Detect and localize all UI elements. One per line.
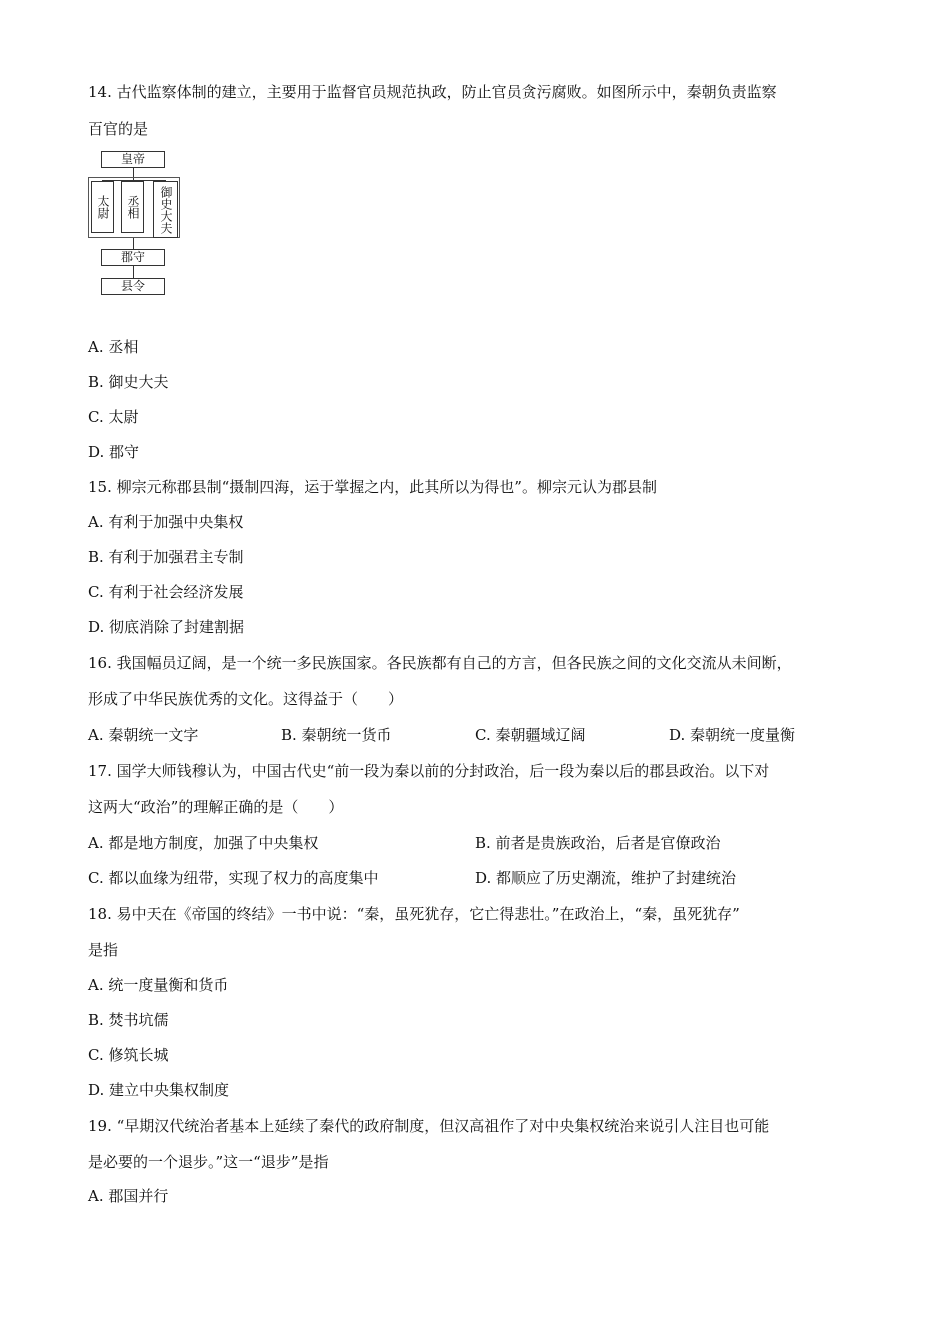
yushidafu-box	[153, 181, 178, 238]
q18-option-a: A. 统一度量衡和货币	[88, 976, 229, 994]
q18-option-b: B. 焚书坑儒	[88, 1011, 169, 1029]
taiwei-box	[91, 181, 114, 233]
emperor-label: 皇帝	[120, 152, 145, 166]
q14-stem-line2: 百官的是	[88, 120, 149, 138]
q16-option-c: C. 秦朝疆域辽阔	[475, 726, 586, 744]
connector-line	[133, 237, 134, 249]
q15-option-a: A. 有利于加强中央集权	[88, 513, 244, 531]
connector-line	[133, 265, 134, 278]
q17-stem-line1: 17. 国学大师钱穆认为，中国古代史“前一段为秦以前的分封政治，后一段为秦以后的郡县政治。以下对	[88, 762, 770, 780]
xianling-label: 县令	[120, 279, 145, 293]
xianling-box	[101, 278, 165, 295]
q16-option-d: D. 秦朝统一度量衡	[669, 726, 796, 744]
q15-stem-line1: 15. 柳宗元称郡县制“摄制四海，运于掌握之内，此其所以为得也”。柳宗元认为郡县制	[88, 478, 657, 496]
q19-stem-line1: 19. “早期汉代统治者基本上延续了秦代的政府制度，但汉高祖作了对中央集权统治来说引人注目也可能	[88, 1117, 770, 1135]
q19-option-a: A. 郡国并行	[88, 1187, 169, 1205]
junshou-label: 郡守	[120, 250, 145, 264]
q18-stem-line1: 18. 易中天在《帝国的终结》一书中说：“秦，虽死犹存，它亡得悲壮。”在政治上，“秦，虽死犹存”	[88, 905, 740, 923]
q17-option-b: B. 前者是贵族政治，后者是官僚政治	[475, 834, 721, 852]
q16-option-a: A. 秦朝统一文字	[88, 726, 199, 744]
q14-stem-line1: 14. 古代监察体制的建立，主要用于监督官员规范执政，防止官员贪污腐败。如图所示中，秦朝负责监察	[88, 83, 777, 101]
yushidafu-label: 御史大夫	[159, 185, 173, 234]
q14-option-b: B. 御史大夫	[88, 373, 169, 391]
q15-option-c: C. 有利于社会经济发展	[88, 583, 244, 601]
emperor-box	[101, 151, 165, 168]
junshou-box	[101, 249, 165, 266]
q19-stem-line2: 是必要的一个退步。”这一“退步”是指	[88, 1153, 329, 1171]
q16-stem-line2: 形成了中华民族优秀的文化。这得益于（ ）	[88, 690, 404, 708]
taiwei-label: 太尉	[96, 195, 110, 219]
q14-option-c: C. 太尉	[88, 408, 139, 426]
chengxiang-box	[121, 181, 144, 233]
q17-option-c: C. 都以血缘为纽带，实现了权力的高度集中	[88, 869, 379, 887]
q16-stem-line1: 16. 我国幅员辽阔，是一个统一多民族国家。各民族都有自己的方言，但各民族之间的文化交流从未间断，	[88, 654, 792, 672]
q17-option-d: D. 都顺应了历史潮流，维护了封建统治	[475, 869, 737, 887]
q17-option-a: A. 都是地方制度，加强了中央集权	[88, 834, 319, 852]
qin-government-diagram	[88, 148, 188, 300]
q16-option-b: B. 秦朝统一货币	[281, 726, 392, 744]
chengxiang-label: 丞相	[126, 195, 140, 219]
q18-stem-line2: 是指	[88, 941, 119, 959]
q14-option-a: A. 丞相	[88, 338, 139, 356]
q15-option-d: D. 彻底消除了封建割据	[88, 618, 245, 636]
q18-option-c: C. 修筑长城	[88, 1046, 169, 1064]
q17-stem-line2: 这两大“政治”的理解正确的是（ ）	[88, 798, 344, 816]
q14-option-d: D. 郡守	[88, 443, 140, 461]
q15-option-b: B. 有利于加强君主专制	[88, 548, 244, 566]
q18-option-d: D. 建立中央集权制度	[88, 1081, 230, 1099]
